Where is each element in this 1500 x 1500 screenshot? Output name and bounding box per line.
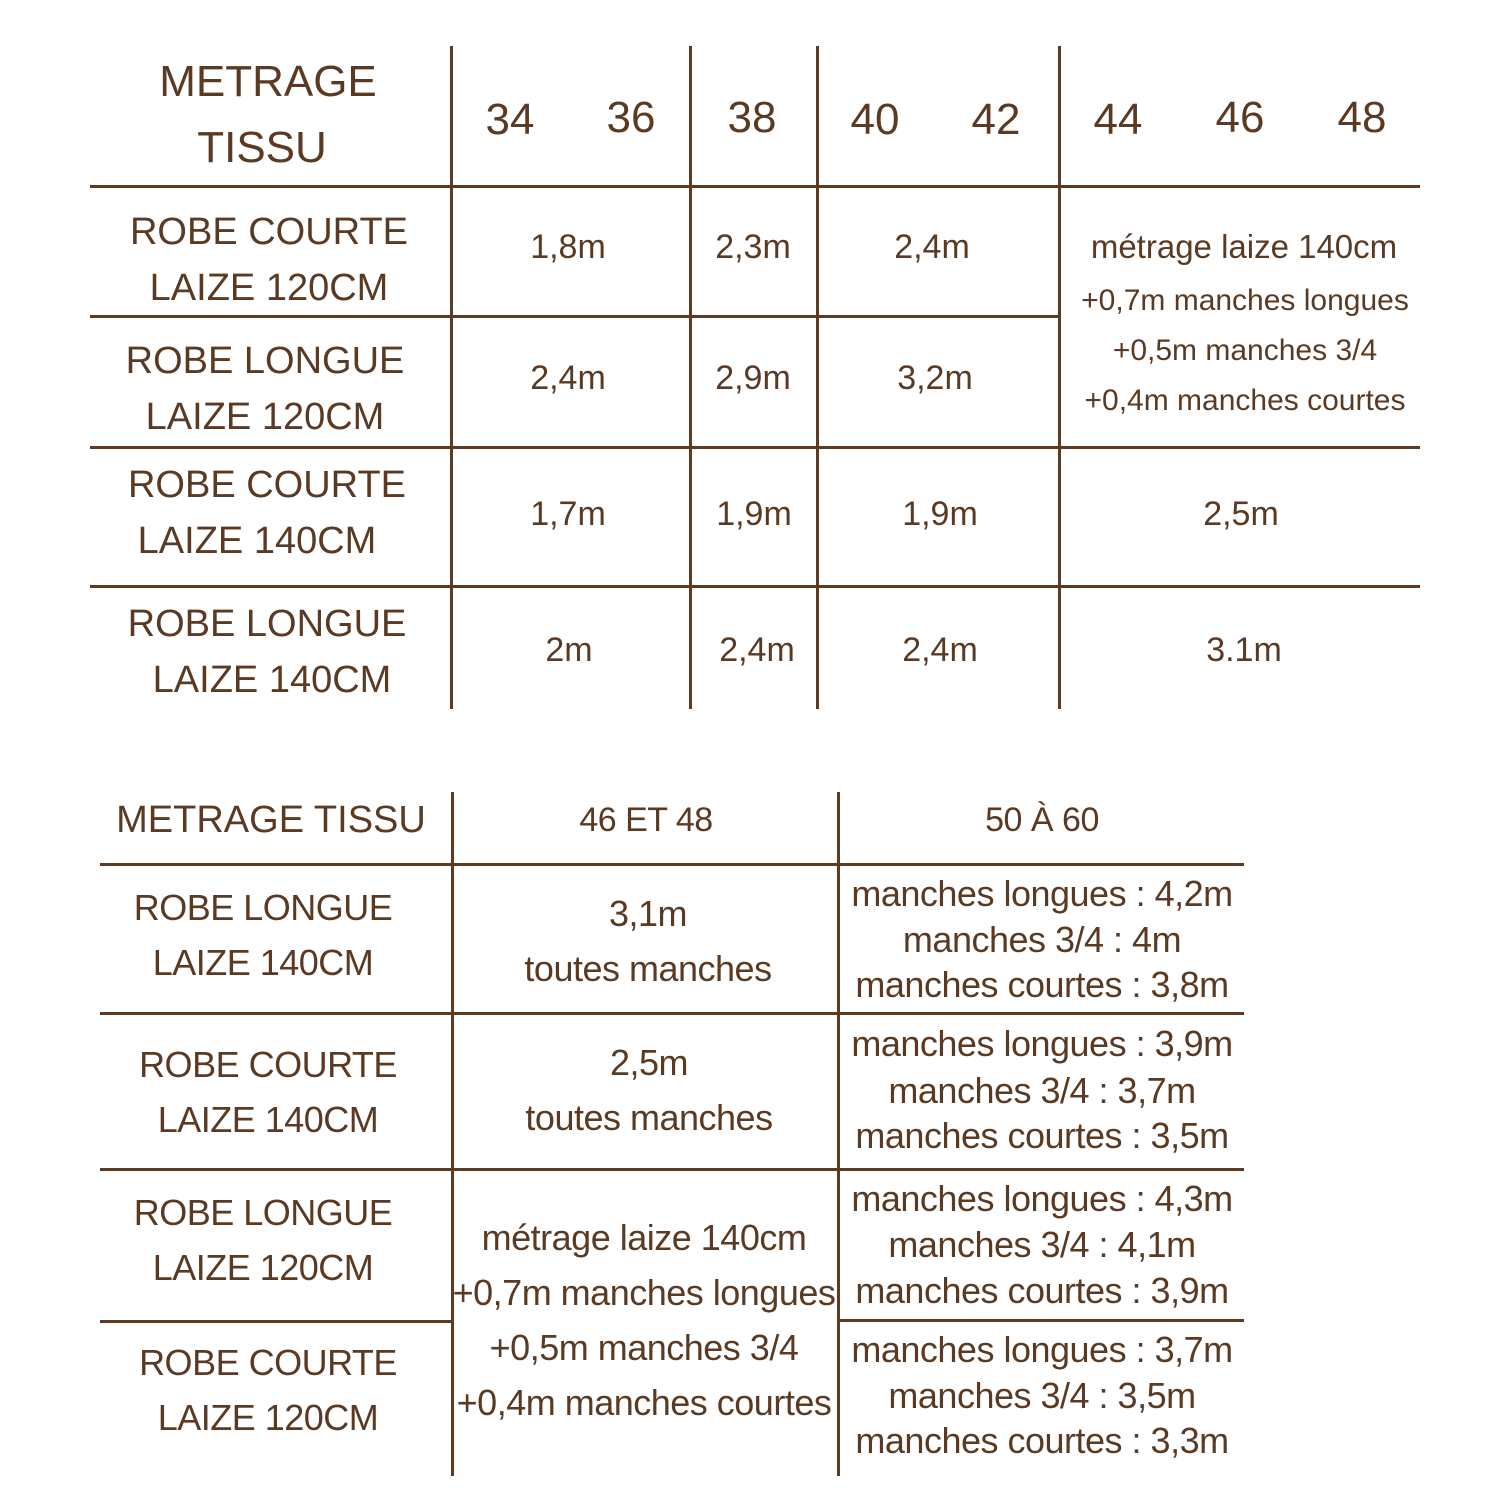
cell-value: 1,9m xyxy=(716,495,792,533)
row-label: LAIZE 140CM xyxy=(152,942,374,983)
size-header: 48 xyxy=(1337,93,1387,142)
column-header: 50 À 60 xyxy=(985,801,1099,839)
divider xyxy=(1058,46,1061,709)
cell-value: 1,7m xyxy=(530,495,606,533)
divider xyxy=(100,1320,452,1323)
size-header: 38 xyxy=(727,93,777,142)
row-label: LAIZE 120CM xyxy=(149,267,389,309)
table-title: TISSU xyxy=(197,123,327,172)
cell-value: 2,4m xyxy=(719,631,795,669)
row-label: ROBE COURTE xyxy=(139,1044,397,1085)
cell-value: 3,1m xyxy=(608,893,688,934)
note-text: +0,5m manches 3/4 xyxy=(489,1327,799,1368)
row-label: ROBE LONGUE xyxy=(125,340,405,382)
cell-value: toutes manches xyxy=(525,1097,773,1138)
column-header: 46 ET 48 xyxy=(579,801,713,839)
divider xyxy=(689,46,692,709)
divider xyxy=(451,792,454,1476)
divider xyxy=(100,1012,1244,1015)
cell-value: manches courtes : 3,8m xyxy=(855,964,1229,1005)
divider xyxy=(90,585,1420,588)
cell-value: 3.1m xyxy=(1206,631,1282,669)
cell-value: 2,4m xyxy=(894,228,970,266)
size-header: 44 xyxy=(1093,95,1143,144)
size-header: 34 xyxy=(485,95,535,144)
cell-value: manches 3/4 : 3,7m xyxy=(888,1070,1196,1111)
size-header: 36 xyxy=(606,93,656,142)
table-title: METRAGE xyxy=(159,57,377,106)
row-label: LAIZE 120CM xyxy=(145,396,385,438)
note-text: +0,7m manches longues xyxy=(452,1272,836,1313)
cell-value: 2,3m xyxy=(715,228,791,266)
cell-value: 2,9m xyxy=(715,359,791,397)
cell-value: 2,4m xyxy=(902,631,978,669)
note-text: métrage laize 140cm xyxy=(481,1217,807,1258)
cell-value: manches courtes : 3,5m xyxy=(855,1115,1229,1156)
cell-value: 1,8m xyxy=(530,228,606,266)
divider xyxy=(90,446,1420,449)
divider xyxy=(816,46,819,709)
cell-value: 3,2m xyxy=(897,359,973,397)
cell-value: manches longues : 4,2m xyxy=(851,873,1233,914)
note-text: +0,5m manches 3/4 xyxy=(1112,334,1378,367)
cell-value: manches 3/4 : 4,1m xyxy=(888,1224,1196,1265)
row-label: LAIZE 140CM xyxy=(157,1099,379,1140)
cell-value: toutes manches xyxy=(524,948,772,989)
divider xyxy=(90,185,1420,188)
divider xyxy=(100,863,1244,866)
row-label: ROBE COURTE xyxy=(139,1342,397,1383)
divider xyxy=(100,1168,1244,1171)
row-label: ROBE LONGUE xyxy=(127,603,407,645)
cell-value: 1,9m xyxy=(902,495,978,533)
size-header: 40 xyxy=(850,95,900,144)
divider xyxy=(837,792,840,1476)
cell-value: manches courtes : 3,3m xyxy=(855,1420,1229,1461)
cell-value: manches 3/4 : 3,5m xyxy=(888,1375,1196,1416)
row-label: LAIZE 120CM xyxy=(152,1247,374,1288)
row-label: LAIZE 140CM xyxy=(137,520,377,562)
cell-value: 2,4m xyxy=(530,359,606,397)
row-label: ROBE LONGUE xyxy=(133,887,393,928)
row-label: ROBE LONGUE xyxy=(133,1192,393,1233)
cell-value: manches 3/4 : 4m xyxy=(902,919,1182,960)
cell-value: manches longues : 4,3m xyxy=(851,1178,1233,1219)
divider xyxy=(450,46,453,709)
cell-value: 2m xyxy=(545,631,593,669)
cell-value: 2,5m xyxy=(1203,495,1279,533)
note-text: +0,4m manches courtes xyxy=(456,1382,832,1423)
row-label: LAIZE 120CM xyxy=(157,1397,379,1438)
note-text: +0,4m manches courtes xyxy=(1084,384,1406,417)
divider xyxy=(90,315,1060,318)
row-label: ROBE COURTE xyxy=(129,211,409,253)
note-text: +0,7m manches longues xyxy=(1081,284,1409,317)
divider xyxy=(838,1319,1244,1322)
table-title: METRAGE TISSU xyxy=(116,799,426,841)
cell-value: manches courtes : 3,9m xyxy=(855,1270,1229,1311)
cell-value: manches longues : 3,7m xyxy=(851,1329,1233,1370)
row-label: ROBE COURTE xyxy=(127,464,407,506)
note-text: métrage laize 140cm xyxy=(1090,228,1398,265)
size-header: 42 xyxy=(971,95,1021,144)
row-label: LAIZE 140CM xyxy=(152,659,392,701)
cell-value: 2,5m xyxy=(609,1042,689,1083)
cell-value: manches longues : 3,9m xyxy=(851,1023,1233,1064)
size-header: 46 xyxy=(1215,93,1265,142)
